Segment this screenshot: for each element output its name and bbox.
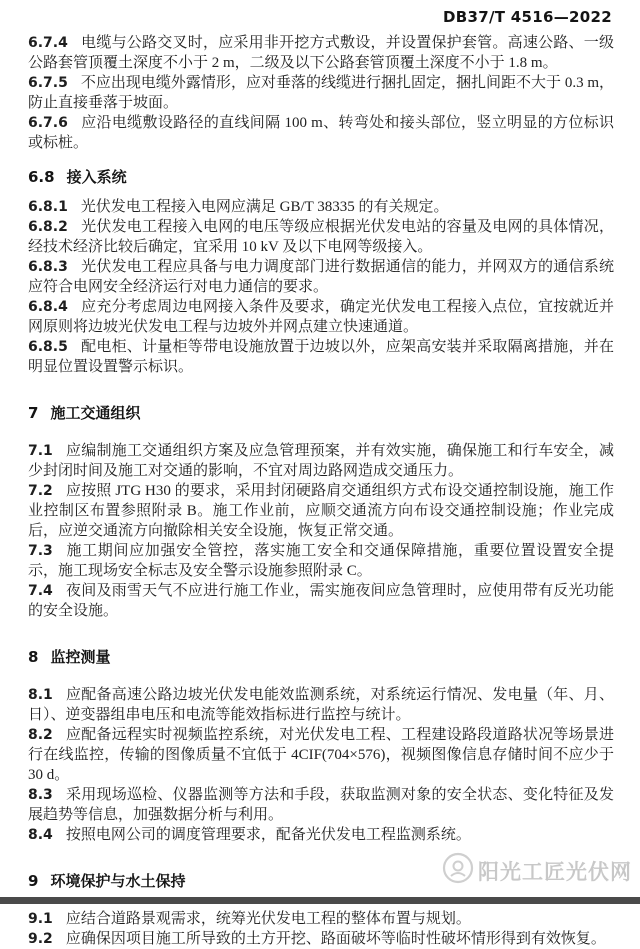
bottom-border-bar xyxy=(0,897,640,904)
heading-number: 7 xyxy=(28,404,39,422)
clause-text: 光伏发电工程接入电网应满足 GB/T 38335 的有关规定。 xyxy=(80,199,449,215)
heading-title: 接入系统 xyxy=(66,168,127,186)
clause-6.8.4 xyxy=(28,297,614,337)
clause-text: 应沿电缆敷设路径的直线间隔 100 m、转弯处和接头部位，竖立明显的方位标识或标桩。 xyxy=(28,115,614,151)
clause-7.1 xyxy=(28,441,614,481)
clause-number: 6.8.4 xyxy=(28,299,68,315)
clause-text: 施工期间应加强安全管控，落实施工安全和交通保障措施，重要位置设置安全提示，施工现场安全标志及安全警示设施参照附录 C。 xyxy=(28,543,614,579)
section-heading-9 xyxy=(28,871,614,891)
clause-text: 配电柜、计量柜等带电设施放置于边坡以外，应架高安装并采取隔离措施，并在明显位置设置警示标识。 xyxy=(28,339,614,375)
clause-text: 应结合道路景观需求，统筹光伏发电工程的整体布置与规划。 xyxy=(65,911,471,927)
clause-number: 7.3 xyxy=(28,543,53,559)
clause-text: 应编制施工交通组织方案及应急管理预案，并有效实施，确保施工和行车安全，减少封闭时间及施工对交通的影响，不宜对周边路网造成交通压力。 xyxy=(28,443,614,479)
standard-number: DB37/T 4516—2022 xyxy=(443,8,612,26)
heading-title: 监控测量 xyxy=(50,648,111,666)
clause-text: 光伏发电工程应具备与电力调度部门进行数据通信的能力，并网双方的通信系统应符合电网安全经济运行对电力通信的要求。 xyxy=(28,259,614,295)
heading-title: 施工交通组织 xyxy=(50,404,141,422)
clause-text: 应确保因项目施工所导致的土方开挖、路面破坏等临时性破坏情形得到有效恢复。 xyxy=(65,931,606,947)
clause-6.8.1 xyxy=(28,197,614,217)
clause-text: 夜间及雨雪天气不应进行施工作业，需实施夜间应急管理时，应使用带有反光功能的安全设施。 xyxy=(28,583,614,619)
clause-number: 7.1 xyxy=(28,443,53,459)
clause-8.1 xyxy=(28,685,614,725)
clause-number: 6.7.4 xyxy=(28,35,68,51)
clause-6.8.2 xyxy=(28,217,614,257)
clause-text: 按照电网公司的调度管理要求，配备光伏发电工程监测系统。 xyxy=(65,827,471,843)
section-heading-7 xyxy=(28,403,614,423)
clause-number: 6.7.6 xyxy=(28,115,68,131)
clause-number: 8.2 xyxy=(28,727,53,743)
clause-7.4 xyxy=(28,581,614,621)
clause-number: 9.2 xyxy=(28,931,53,947)
clause-6.8.3 xyxy=(28,257,614,297)
clause-6.7.6 xyxy=(28,113,614,153)
clause-text: 应充分考虑周边电网接入条件及要求，确定光伏发电工程接入点位，宜按就近并网原则将边坡光伏发电工程与边坡外并网点建立快速通道。 xyxy=(28,299,614,335)
clause-6.8.5 xyxy=(28,337,614,377)
clause-number: 8.1 xyxy=(28,687,53,703)
clause-text: 电缆与公路交叉时，应采用非开挖方式敷设，并设置保护套管。高速公路、一级公路套管顶覆土深度不小于 2 m，二级及以下公路套管顶覆土深度不小于 1.8 m。 xyxy=(28,35,614,71)
document-body xyxy=(28,33,614,949)
heading-number: 9 xyxy=(28,872,39,890)
clause-number: 6.8.1 xyxy=(28,199,68,215)
clause-8.2 xyxy=(28,725,614,785)
clause-6.7.4 xyxy=(28,33,614,73)
heading-number: 6.8 xyxy=(28,168,55,186)
clause-8.4 xyxy=(28,825,614,845)
clause-number: 6.8.3 xyxy=(28,259,68,275)
clause-7.3 xyxy=(28,541,614,581)
clause-9.2 xyxy=(28,929,614,949)
clause-text: 不应出现电缆外露情形，应对垂落的线缆进行捆扎固定，捆扎间距不大于 0.3 m，防止直接垂落于坡面。 xyxy=(28,75,614,111)
clause-number: 7.2 xyxy=(28,483,53,499)
clause-text: 应配备远程实时视频监控系统，对光伏发电工程、工程建设路段道路状况等场景进行在线监控，传输的图像质量不宜低于 4CIF(704×576)，视频图像信息存储时间不应少于 30 d。 xyxy=(28,727,614,783)
clause-text: 采用现场巡检、仪器监测等方法和手段，获取监测对象的安全状态、变化特征及发展趋势等信息，加强数据分析与利用。 xyxy=(28,787,614,823)
clause-text: 应按照 JTG H30 的要求，采用封闭硬路肩交通组织方式布设交通控制设施，施工作业控制区布置参照附录 B。施工作业前，应顺交通流方向布设交通控制设施；作业完成后，应逆交通流方向撤除相关安全设施，恢复正常交通。 xyxy=(28,483,614,539)
section-heading-8 xyxy=(28,647,614,667)
clause-number: 6.8.2 xyxy=(28,219,68,235)
watermark-text: 阳光工匠光伏网 xyxy=(478,859,632,884)
heading-title: 环境保护与水土保持 xyxy=(50,872,186,890)
heading-number: 8 xyxy=(28,648,39,666)
section-heading-6.8 xyxy=(28,167,614,187)
clause-8.3 xyxy=(28,785,614,825)
clause-number: 9.1 xyxy=(28,911,53,927)
clause-number: 8.3 xyxy=(28,787,53,803)
clause-text: 光伏发电工程接入电网的电压等级应根据光伏发电站的容量及电网的具体情况，经技术经济比较后确定，宜采用 10 kV 及以下电网等级接入。 xyxy=(28,219,614,255)
clause-7.2 xyxy=(28,481,614,541)
clause-text: 应配备高速公路边坡光伏发电能效监测系统，对系统运行情况、发电量（年、月、日）、逆变器组串电压和电流等能效指标进行监控与统计。 xyxy=(28,687,614,723)
clause-number: 8.4 xyxy=(28,827,53,843)
clause-number: 6.8.5 xyxy=(28,339,68,355)
clause-9.1 xyxy=(28,909,614,929)
clause-number: 7.4 xyxy=(28,583,53,599)
clause-6.7.5 xyxy=(28,73,614,113)
clause-number: 6.7.5 xyxy=(28,75,68,91)
